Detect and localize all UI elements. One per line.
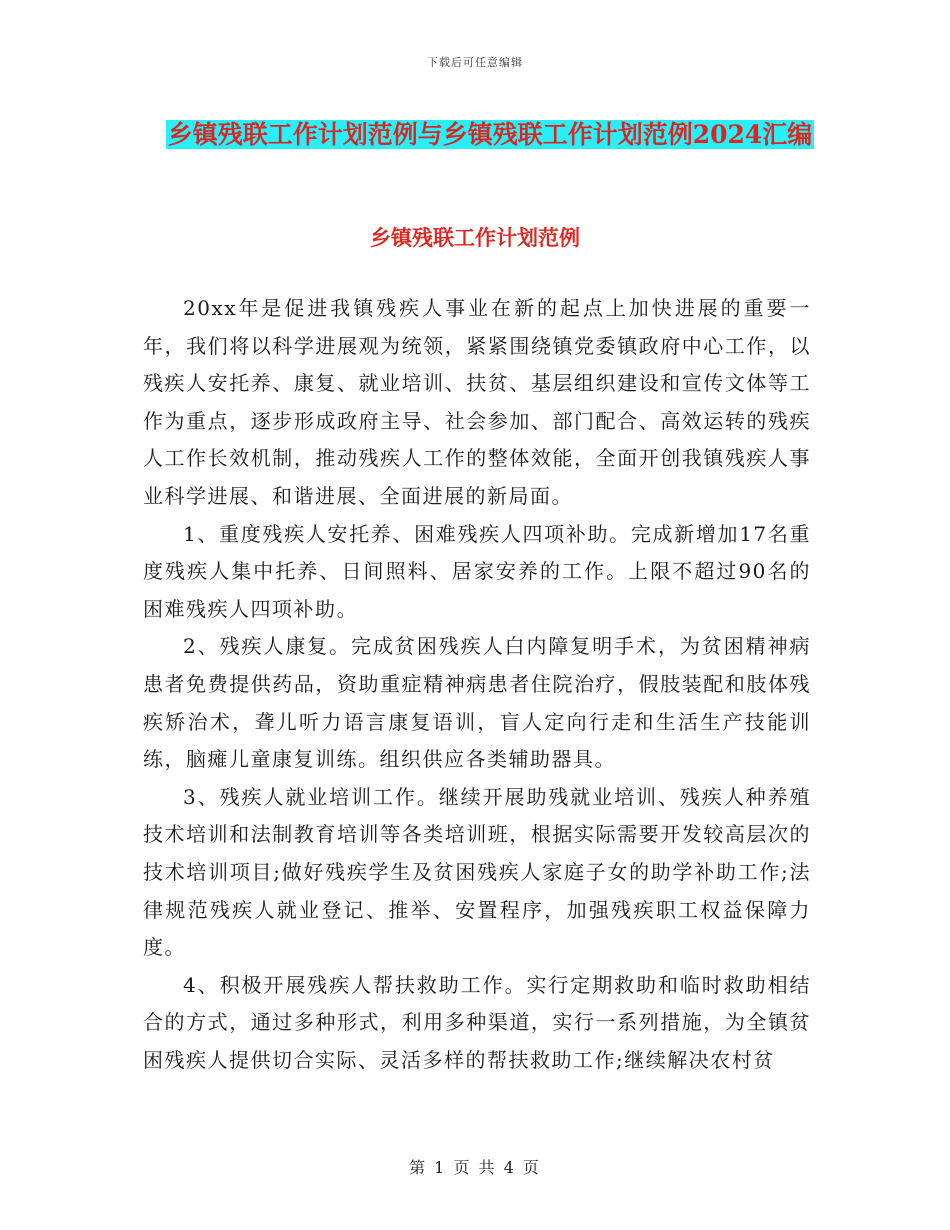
paragraph-item-3: 3、残疾人就业培训工作。继续开展助残就业培训、残疾人种养殖技术培训和法制教育培训等各类培训班，根据实际需要开发较高层次的技术培训项目;做好残疾学生及贫困残疾人家庭子女的助学补助工作;法律规范残疾人就业登记、推举、安置程序，加强残疾职工权益保障力度。 [143, 784, 811, 960]
page-header-note: 下载后可任意编辑 [427, 56, 523, 69]
page-number-footer: 第 1 页 共 4 页 [409, 1158, 541, 1177]
document-title-text: 乡镇残联工作计划范例与乡镇残联工作计划范例2024汇编 [167, 120, 813, 149]
document-title [150, 112, 830, 158]
document-body [143, 290, 811, 1079]
paragraph-item-1: 1、重度残疾人安托养、困难残疾人四项补助。完成新增加17名重度残疾人集中托养、日间照料、居家安养的工作。上限不超过90名的困难残疾人四项补助。 [143, 521, 811, 621]
paragraph-item-4: 4、积极开展残疾人帮扶救助工作。实行定期救助和临时救助相结合的方式，通过多种形式，利用多种渠道，实行一系列措施，为全镇贫困残疾人提供切合实际、灵活多样的帮扶救助工作;继续解决农村贫 [143, 972, 811, 1072]
section-title: 乡镇残联工作计划范例 [370, 225, 580, 250]
paragraph-item-2: 2、残疾人康复。完成贫困残疾人白内障复明手术，为贫困精神病患者免费提供药品，资助重症精神病患者住院治疗，假肢装配和肢体残疾矫治术，聋儿听力语言康复语训，盲人定向行走和生活生产技能训练，脑瘫儿童康复训练。组织供应各类辅助器具。 [143, 634, 811, 772]
paragraph-intro: 20xx年是促进我镇残疾人事业在新的起点上加快进展的重要一年，我们将以科学进展观为统领，紧紧围绕镇党委镇政府中心工作，以残疾人安托养、康复、就业培训、扶贫、基层组织建设和宣传文体等工作为重点，逐步形成政府主导、社会参加、部门配合、高效运转的残疾人工作长效机制，推动残疾人工作的整体效能，全面开创我镇残疾人事业科学进展、和谐进展、全面进展的新局面。 [143, 296, 811, 508]
